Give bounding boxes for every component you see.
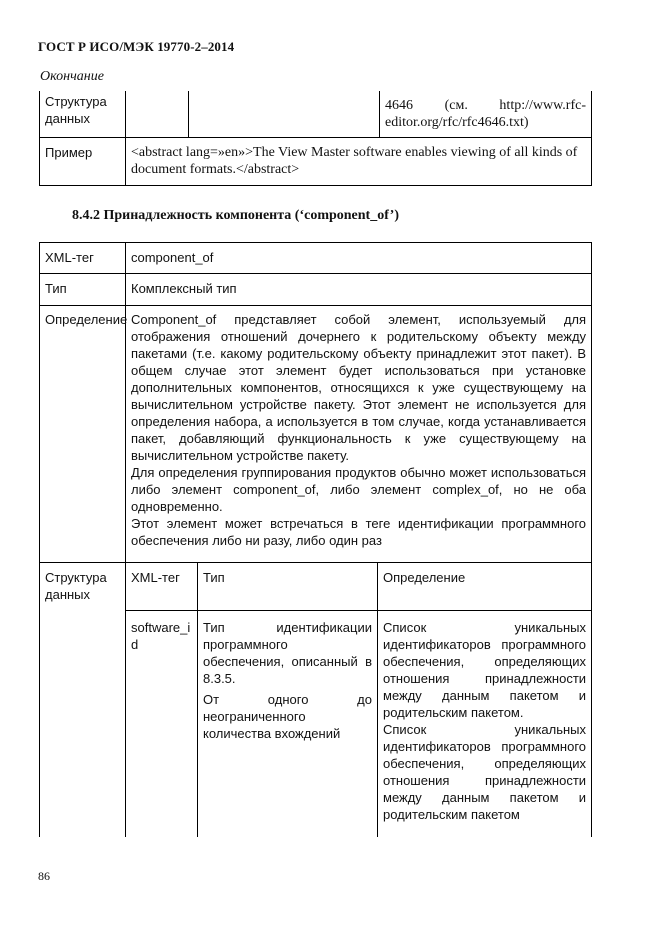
row-type — [40, 274, 592, 306]
top-table-row-structure — [40, 91, 592, 137]
example-label-cell — [40, 137, 126, 185]
definition-paragraph: Этот элемент может встречаться в теге идентификации программного обеспечения либо ни разу, либо один раз — [131, 516, 587, 548]
sub-header-type-cell — [198, 563, 378, 611]
xml-tag-value-cell — [126, 243, 592, 274]
definition-label: Определение — [45, 312, 128, 327]
definition-label-cell — [40, 306, 126, 563]
definition-text — [126, 306, 591, 551]
definition-text-cell — [126, 306, 592, 563]
xml-tag-label: XML-тег — [45, 250, 94, 265]
sub-header-definition-cell — [378, 563, 592, 611]
example-label: Пример — [45, 144, 93, 160]
top-structure-definition: 4646 (см. http://www.rfc-editor.org/rfc/rfc4646.txt) — [385, 98, 586, 130]
sub-header-xml-tag: XML-тег — [131, 570, 180, 585]
section-heading: 8.4.2 Принадлежность компонента (‘component_of’) — [72, 208, 399, 223]
type-label: Тип — [45, 281, 67, 296]
software-id-type — [198, 611, 377, 744]
page-number: 86 — [38, 869, 50, 883]
structure-label-cell — [40, 563, 126, 837]
example-value: <abstract lang=»en»>The View Master software enables viewing of all kinds of document formats.</abstract> — [131, 144, 578, 177]
top-table — [39, 91, 592, 186]
top-structure-label-cell — [40, 91, 126, 137]
software-id-definition-paragraph: Список уникальных идентификаторов программного обеспечения, определяющих отношения принадлежности между данным пакетом и родительским пакетом. — [383, 620, 587, 720]
row-definition — [40, 306, 592, 563]
software-id-type-paragraph: Тип идентификации программного обеспечения, описанный в 8.3.5. — [203, 620, 372, 686]
top-empty-cell-type — [189, 91, 380, 137]
top-definition-cell — [380, 91, 592, 137]
definition-paragraph: Для определения группирования продуктов обычно может использоваться либо элемент component_of, либо элемент complex_of, но не оба одновременно. — [131, 465, 587, 514]
document-header: ГОСТ Р ИСО/МЭК 19770-2–2014 — [38, 39, 235, 54]
software-id-definition-paragraph: Список уникальных идентификаторов программного обеспечения, определяющих отношения принадлежности между данным пакетом и родительским пакетом — [383, 722, 587, 822]
sub-header-xml-cell — [126, 563, 198, 611]
sub-header-definition: Определение — [383, 570, 466, 585]
continuation-label: Окончание — [40, 69, 104, 84]
top-empty-cell-xml — [126, 91, 189, 137]
example-value-cell — [126, 137, 592, 185]
main-table — [39, 242, 592, 837]
software-id-tag: software_id — [131, 620, 191, 652]
type-label-cell — [40, 274, 126, 306]
software-id-definition — [378, 611, 591, 825]
software-id-definition-cell — [378, 611, 592, 837]
xml-tag-value: component_of — [131, 250, 214, 265]
software-id-cell — [126, 611, 198, 837]
xml-tag-label-cell — [40, 243, 126, 274]
row-xml-tag — [40, 243, 592, 274]
sub-header-type: Тип — [203, 570, 225, 585]
top-structure-label: Структура данных — [45, 94, 107, 126]
structure-label: Структура данных — [45, 570, 107, 602]
software-id-type-cell — [198, 611, 378, 837]
row-structure-headers — [40, 563, 592, 611]
type-value-cell — [126, 274, 592, 306]
definition-paragraph: Component_of представляет собой элемент, используемый для отображения отношений дочернего к родительскому объекту между пакетами (т.е. какому родительскому объекту принадлежит этот пакет). В общем случае этот элемент будет использоваться при установке дополнительных компонентов, относящихся к уже существующему на вычислительном устройстве пакету. Этот элемент не используется для определения набора, а используется в том случае, когда устанавливается пакет, добавляющий функциональность к уже существующему на вычислительном устройстве пакету. — [131, 312, 587, 463]
top-table-row-example — [40, 137, 592, 185]
type-value: Комплексный тип — [131, 281, 237, 296]
software-id-type-paragraph: От одного до неограниченного количества вхождений — [203, 692, 372, 741]
